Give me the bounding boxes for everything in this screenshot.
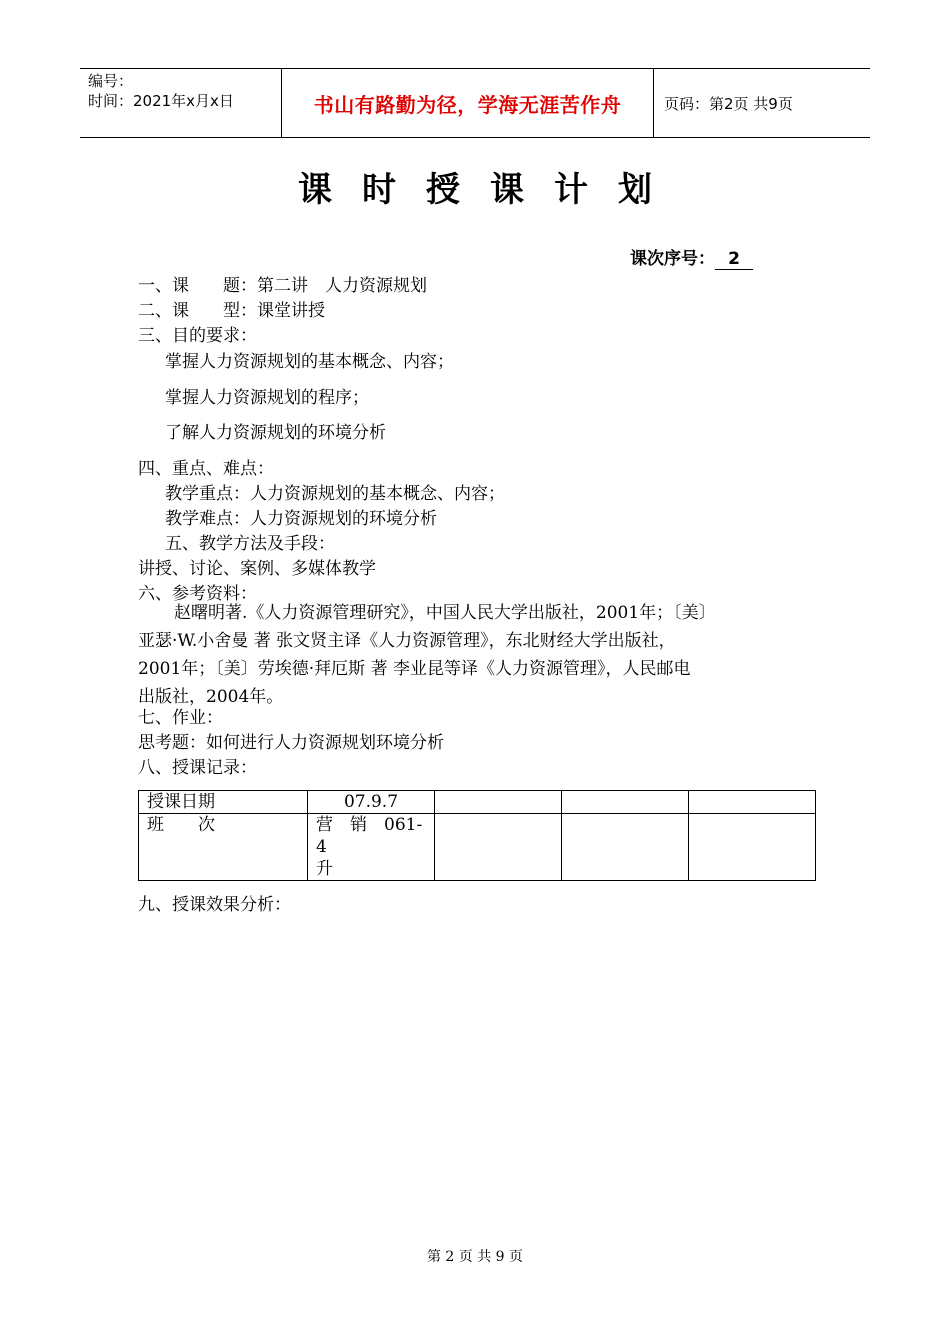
class-value-line: 营 销 061-4 (316, 815, 423, 857)
class-value-line: 升 (316, 859, 333, 879)
topic-line: 一、课 题：第二讲 人力资源规划 (138, 276, 427, 296)
goals-heading: 三、目的要求： (138, 326, 257, 346)
methods-heading: 五、教学方法及手段： (165, 534, 335, 554)
document-header (80, 68, 870, 138)
reference-line: 赵曙明著.《人力资源管理研究》，中国人民大学出版社，2001年；〔美〕 (174, 603, 716, 623)
motto: 书山有路勤为径，学海无涯苦作舟 (282, 69, 654, 137)
class-label: 班 次 (139, 814, 308, 881)
sequence-value: 2 (715, 249, 753, 270)
header-meta (80, 69, 282, 137)
class-value (308, 814, 435, 881)
empty-cell (689, 814, 816, 881)
type-line: 二、课 型：课堂讲授 (138, 301, 325, 321)
date-label: 授课日期 (139, 791, 308, 814)
empty-cell (435, 814, 562, 881)
page-footer: 第 2 页 共 9 页 (426, 1249, 524, 1265)
key-point: 教学重点：人力资源规划的基本概念、内容； (165, 484, 505, 504)
effect-heading: 九、授课效果分析： (138, 895, 291, 915)
sequence-label: 课次序号： (630, 249, 715, 269)
references (138, 599, 818, 711)
homework-heading: 七、作业： (138, 708, 223, 728)
reference-line: 2001年；〔美〕劳埃德·拜厄斯 著 李业昆等译《人力资源管理》，人民邮电 (138, 659, 691, 679)
empty-cell (562, 814, 689, 881)
page-title: 课时授课计划 (298, 170, 682, 210)
goal-item: 掌握人力资源规划的程序； (165, 388, 369, 408)
date-value: 07.9.7 (308, 791, 435, 814)
table-row (139, 791, 816, 814)
number-label: 编号： (88, 72, 134, 90)
empty-cell (562, 791, 689, 814)
methods: 讲授、讨论、案例、多媒体教学 (138, 559, 376, 579)
record-heading: 八、授课记录： (138, 758, 257, 778)
goal-item: 了解人力资源规划的环境分析 (165, 423, 386, 443)
key-heading: 四、重点、难点： (138, 459, 274, 479)
refs-heading: 六、参考资料： (138, 584, 257, 604)
homework: 思考题：如何进行人力资源规划环境分析 (138, 733, 444, 753)
time-label: 时间：2021年x月x日 (88, 92, 234, 110)
goal-item: 掌握人力资源规划的基本概念、内容； (165, 352, 454, 372)
teaching-record-table (138, 790, 816, 881)
empty-cell (435, 791, 562, 814)
page-info: 页码：第2页 共9页 (664, 94, 793, 113)
empty-cell (689, 791, 816, 814)
lesson-sequence (630, 244, 753, 270)
difficulty: 教学难点：人力资源规划的环境分析 (165, 509, 437, 529)
reference-line: 出版社，2004年。 (138, 687, 284, 707)
reference-line: 亚瑟·W.小舍曼 著 张文贤主译《人力资源管理》，东北财经大学出版社， (138, 631, 676, 651)
table-row (139, 814, 816, 881)
